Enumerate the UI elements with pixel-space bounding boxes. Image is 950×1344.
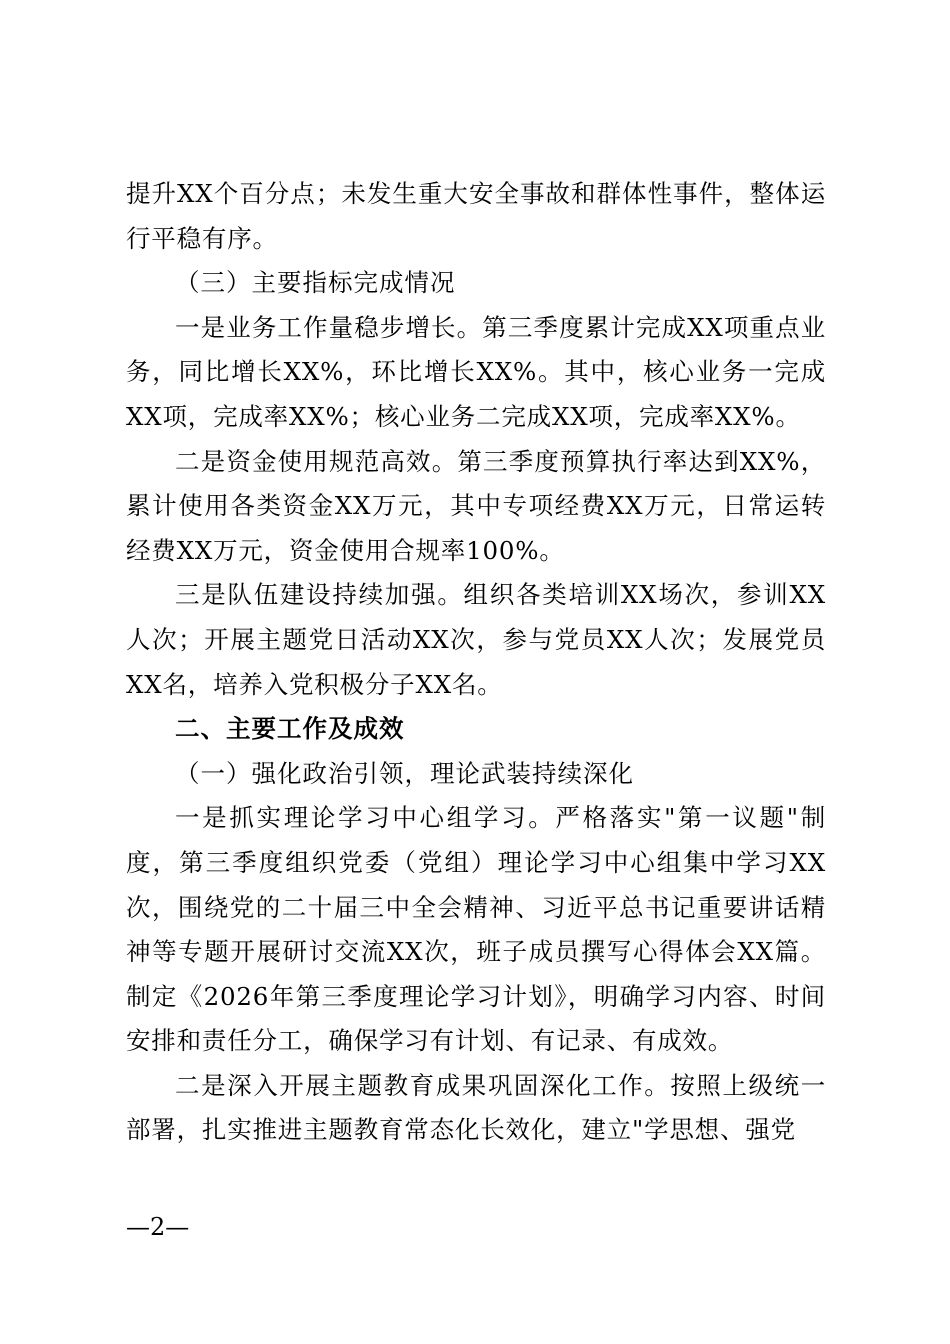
paragraph-theme-education: 二是深入开展主题教育成果巩固深化工作。按照上级统一部署，扎实推进主题教育常态化长效化，建立"学思想、强党	[126, 1070, 826, 1145]
section-heading-main-work: 二、主要工作及成效	[175, 714, 405, 744]
subsection-heading-political-guidance: （一）强化政治引领，理论武装持续深化	[175, 758, 634, 788]
page-number: —2—	[126, 1213, 190, 1241]
paragraph-fund-usage: 二是资金使用规范高效。第三季度预算执行率达到XX%，累计使用各类资金XX万元，其中专项经费XX万元，日常运转经费XX万元，资金使用合规率100%。	[126, 446, 826, 565]
section-heading-main-indicators: （三）主要指标完成情况	[175, 268, 456, 298]
paragraph-team-building: 三是队伍建设持续加强。组织各类培训XX场次，参训XX人次；开展主题党日活动XX次，参与党员XX人次；发展党员XX名，培养入党积极分子XX名。	[126, 580, 826, 699]
paragraph-continuation: 提升XX个百分点；未发生重大安全事故和群体性事件，整体运行平稳有序。	[126, 179, 826, 253]
paragraph-theory-study: 一是抓实理论学习中心组学习。严格落实"第一议题"制度，第三季度组织党委（党组）理论学习中心组集中学习XX次，围绕党的二十届三中全会精神、习近平总书记重要讲话精神等专题开展研讨交流XX次，班子成员撰写心得体会XX篇。制定《2026年第三季度理论学习计划》，明确学习内容、时间安排和责任分工，确保学习有计划、有记录、有成效。	[126, 803, 826, 1056]
paragraph-business-workload: 一是业务工作量稳步增长。第三季度累计完成XX项重点业务，同比增长XX%，环比增长XX%。其中，核心业务一完成XX项，完成率XX%；核心业务二完成XX项，完成率XX%。	[126, 312, 826, 431]
document-body	[126, 172, 826, 1153]
